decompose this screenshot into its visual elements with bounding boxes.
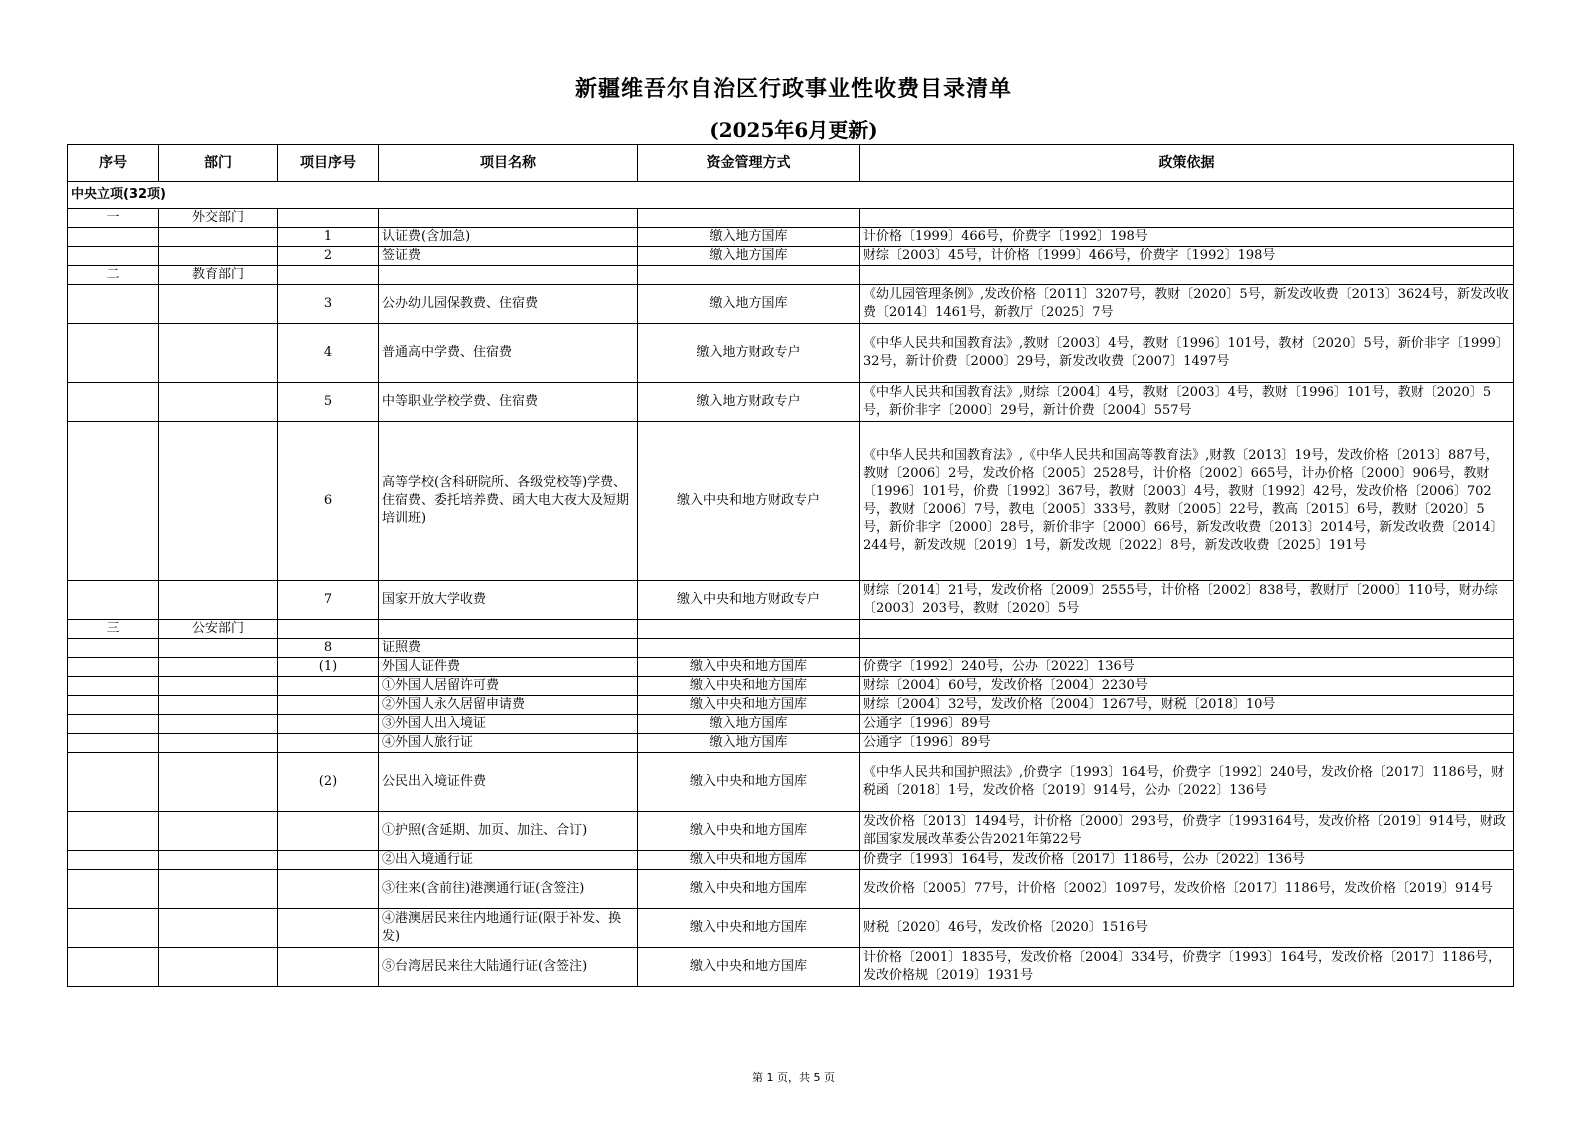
item-name-cell: 证照费 [379, 639, 638, 658]
dept-cell [159, 715, 278, 734]
item-name-cell: 外国人证件费 [379, 658, 638, 677]
seq-cell [68, 677, 159, 696]
table-row [68, 620, 1514, 639]
seq-cell [68, 247, 159, 266]
dept-cell [159, 677, 278, 696]
dept-cell [159, 228, 278, 247]
seq-cell: 三 [68, 620, 159, 639]
fund-management-cell: 缴入地方国库 [638, 715, 860, 734]
item-no-cell: 2 [278, 247, 379, 266]
seq-cell [68, 285, 159, 324]
seq-cell [68, 812, 159, 851]
item-no-cell: 3 [278, 285, 379, 324]
item-no-cell [278, 734, 379, 753]
item-name-cell: ③外国人出入境证 [379, 715, 638, 734]
policy-basis-cell: 财综〔2014〕21号，发改价格〔2009〕2555号，计价格〔2002〕838号，教财厅〔2000〕110号，财办综〔2003〕203号，教财〔2020〕5号 [860, 581, 1514, 620]
policy-basis-cell [860, 209, 1514, 228]
item-name-cell: 普通高中学费、住宿费 [379, 324, 638, 383]
policy-basis-cell: 公通字〔1996〕89号 [860, 734, 1514, 753]
fund-management-cell [638, 209, 860, 228]
seq-cell [68, 948, 159, 987]
policy-basis-cell: 财税〔2020〕46号，发改价格〔2020〕1516号 [860, 909, 1514, 948]
fund-management-cell: 缴入中央和地方财政专户 [638, 422, 860, 581]
policy-basis-cell: 《中华人民共和国教育法》,《中华人民共和国高等教育法》,财教〔2013〕19号，发改价格〔2013〕887号，教财〔2006〕2号，发改价格〔2005〕2528号，计价格〔2002〕665号，计办价格〔2000〕906号，教财〔1996〕101号，价费〔1992〕367号，教财〔2003〕4号，教财〔1992〕42号，发改价格〔2006〕702号，教财〔2006〕7号，教电〔2005〕333号，教财〔2005〕22号，教高〔2015〕6号，教财〔2020〕5号，新价非字〔2000〕28号，新价非字〔2000〕66号，新发改收费〔2013〕2014号，新发改收费〔2014〕244号，新发改规〔2019〕1号，新发改规〔2022〕8号，新发改收费〔2025〕191号 [860, 422, 1514, 581]
table-row [68, 851, 1514, 870]
seq-cell [68, 696, 159, 715]
table-row [68, 658, 1514, 677]
table-row [68, 285, 1514, 324]
item-no-cell: 8 [278, 639, 379, 658]
fund-management-cell: 缴入中央和地方国库 [638, 677, 860, 696]
item-name-cell: ①护照(含延期、加页、加注、合订) [379, 812, 638, 851]
table-row [68, 734, 1514, 753]
item-name-cell: 公办幼儿园保教费、住宿费 [379, 285, 638, 324]
item-name-cell: 签证费 [379, 247, 638, 266]
dept-cell [159, 639, 278, 658]
dept-cell [159, 422, 278, 581]
table-row [68, 247, 1514, 266]
policy-basis-cell: 财综〔2003〕45号，计价格〔1999〕466号，价费字〔1992〕198号 [860, 247, 1514, 266]
item-name-cell: ②外国人永久居留申请费 [379, 696, 638, 715]
item-no-cell [278, 715, 379, 734]
document-title: 新疆维吾尔自治区行政事业性收费目录清单 [574, 76, 1012, 102]
item-no-cell [278, 677, 379, 696]
header-item-name: 项目名称 [379, 145, 638, 182]
policy-basis-cell: 发改价格〔2005〕77号，计价格〔2002〕1097号，发改价格〔2017〕1186号，发改价格〔2019〕914号 [860, 870, 1514, 909]
policy-basis-cell [860, 639, 1514, 658]
dept-cell [159, 870, 278, 909]
item-no-cell [278, 870, 379, 909]
dept-cell [159, 851, 278, 870]
header-policy-basis: 政策依据 [860, 145, 1514, 182]
item-name-cell: ①外国人居留许可费 [379, 677, 638, 696]
dept-cell [159, 909, 278, 948]
seq-cell [68, 870, 159, 909]
fee-table [67, 144, 1514, 987]
dept-cell [159, 753, 278, 812]
header-fund-management: 资金管理方式 [638, 145, 860, 182]
seq-cell [68, 734, 159, 753]
fund-management-cell: 缴入地方财政专户 [638, 324, 860, 383]
policy-basis-cell: 《中华人民共和国护照法》,价费字〔1993〕164号，价费字〔1992〕240号，发改价格〔2017〕1186号，财税函〔2018〕1号，发改价格〔2019〕914号，公办〔2022〕136号 [860, 753, 1514, 812]
dept-cell [159, 247, 278, 266]
fund-management-cell: 缴入地方国库 [638, 247, 860, 266]
policy-basis-cell [860, 620, 1514, 639]
item-name-cell: 国家开放大学收费 [379, 581, 638, 620]
item-name-cell: 公民出入境证件费 [379, 753, 638, 812]
fund-management-cell: 缴入中央和地方国库 [638, 812, 860, 851]
item-no-cell: 5 [278, 383, 379, 422]
header-item-no: 项目序号 [278, 145, 379, 182]
table-row [68, 753, 1514, 812]
table-row [68, 422, 1514, 581]
dept-cell [159, 948, 278, 987]
item-name-cell: ④港澳居民来往内地通行证(限于补发、换发) [379, 909, 638, 948]
seq-cell: 二 [68, 266, 159, 285]
table-row [68, 228, 1514, 247]
page-footer: 第 1 页，共 5 页 [752, 1071, 835, 1084]
policy-basis-cell: 公通字〔1996〕89号 [860, 715, 1514, 734]
item-name-cell: ②出入境通行证 [379, 851, 638, 870]
table-row [68, 639, 1514, 658]
item-no-cell [278, 209, 379, 228]
table-row [68, 581, 1514, 620]
policy-basis-cell: 财综〔2004〕32号，发改价格〔2004〕1267号，财税〔2018〕10号 [860, 696, 1514, 715]
table-row [68, 715, 1514, 734]
header-seq: 序号 [68, 145, 159, 182]
fund-management-cell: 缴入中央和地方国库 [638, 948, 860, 987]
header-dept: 部门 [159, 145, 278, 182]
seq-cell [68, 422, 159, 581]
dept-cell [159, 812, 278, 851]
document-subtitle: (2025年6月更新) [709, 118, 878, 142]
item-name-cell: ⑤台湾居民来往大陆通行证(含签注) [379, 948, 638, 987]
section-label: 中央立项(32项) [68, 182, 1514, 209]
seq-cell [68, 851, 159, 870]
fund-management-cell [638, 266, 860, 285]
table-row [68, 812, 1514, 851]
table-row [68, 696, 1514, 715]
seq-cell: 一 [68, 209, 159, 228]
policy-basis-cell: 价费字〔1993〕164号，发改价格〔2017〕1186号，公办〔2022〕136号 [860, 851, 1514, 870]
seq-cell [68, 909, 159, 948]
fund-management-cell: 缴入地方国库 [638, 228, 860, 247]
table-row [68, 209, 1514, 228]
fund-management-cell [638, 639, 860, 658]
seq-cell [68, 581, 159, 620]
dept-cell [159, 383, 278, 422]
item-no-cell [278, 851, 379, 870]
item-no-cell [278, 948, 379, 987]
table-row [68, 324, 1514, 383]
fund-management-cell: 缴入中央和地方国库 [638, 909, 860, 948]
item-no-cell: 7 [278, 581, 379, 620]
fund-management-cell: 缴入中央和地方财政专户 [638, 581, 860, 620]
item-name-cell: 中等职业学校学费、住宿费 [379, 383, 638, 422]
dept-cell: 教育部门 [159, 266, 278, 285]
dept-cell [159, 658, 278, 677]
item-no-cell [278, 696, 379, 715]
item-no-cell: 4 [278, 324, 379, 383]
fund-management-cell: 缴入地方国库 [638, 734, 860, 753]
item-no-cell: (2) [278, 753, 379, 812]
section-row [68, 182, 1514, 209]
dept-cell [159, 324, 278, 383]
item-name-cell: ④外国人旅行证 [379, 734, 638, 753]
policy-basis-cell [860, 266, 1514, 285]
policy-basis-cell: 财综〔2004〕60号，发改价格〔2004〕2230号 [860, 677, 1514, 696]
policy-basis-cell: 《中华人民共和国教育法》,财综〔2004〕4号，教财〔2003〕4号，教财〔1996〕101号，教财〔2020〕5号，新价非字〔2000〕29号，新计价费〔2004〕557号 [860, 383, 1514, 422]
seq-cell [68, 639, 159, 658]
policy-basis-cell: 计价格〔2001〕1835号，发改价格〔2004〕334号，价费字〔1993〕164号，发改价格〔2017〕1186号，发改价格规〔2019〕1931号 [860, 948, 1514, 987]
fund-management-cell: 缴入中央和地方国库 [638, 753, 860, 812]
item-no-cell: 6 [278, 422, 379, 581]
item-name-cell: ③往来(含前往)港澳通行证(含签注) [379, 870, 638, 909]
policy-basis-cell: 《幼儿园管理条例》,发改价格〔2011〕3207号，教财〔2020〕5号，新发改收费〔2013〕3624号，新发改收费〔2014〕1461号，新教厅〔2025〕7号 [860, 285, 1514, 324]
table-row [68, 948, 1514, 987]
dept-cell [159, 581, 278, 620]
policy-basis-cell: 《中华人民共和国教育法》,教财〔2003〕4号，教财〔1996〕101号，教材〔2020〕5号，新价非字〔1999〕32号，新计价费〔2000〕29号，新发改收费〔2007〕1497号 [860, 324, 1514, 383]
item-no-cell: 1 [278, 228, 379, 247]
fund-management-cell: 缴入中央和地方国库 [638, 851, 860, 870]
item-name-cell: 认证费(含加急) [379, 228, 638, 247]
seq-cell [68, 324, 159, 383]
table-row [68, 677, 1514, 696]
table-row [68, 383, 1514, 422]
fund-management-cell: 缴入中央和地方国库 [638, 870, 860, 909]
dept-cell [159, 285, 278, 324]
item-name-cell [379, 209, 638, 228]
item-name-cell: 高等学校(含科研院所、各级党校等)学费、住宿费、委托培养费、函大电大夜大及短期培训班) [379, 422, 638, 581]
table-row [68, 909, 1514, 948]
item-no-cell [278, 266, 379, 285]
fund-management-cell: 缴入地方国库 [638, 285, 860, 324]
seq-cell [68, 228, 159, 247]
item-name-cell [379, 620, 638, 639]
seq-cell [68, 753, 159, 812]
item-no-cell: (1) [278, 658, 379, 677]
fund-management-cell: 缴入中央和地方国库 [638, 658, 860, 677]
dept-cell [159, 734, 278, 753]
seq-cell [68, 658, 159, 677]
table-row [68, 266, 1514, 285]
policy-basis-cell: 发改价格〔2013〕1494号，计价格〔2000〕293号，价费字〔1993164号，发改价格〔2019〕914号，财政部国家发展改革委公告2021年第22号 [860, 812, 1514, 851]
item-no-cell [278, 909, 379, 948]
item-no-cell [278, 812, 379, 851]
table-header-row [68, 145, 1514, 182]
dept-cell [159, 696, 278, 715]
item-no-cell [278, 620, 379, 639]
fund-management-cell: 缴入中央和地方国库 [638, 696, 860, 715]
item-name-cell [379, 266, 638, 285]
fund-management-cell [638, 620, 860, 639]
dept-cell: 外交部门 [159, 209, 278, 228]
dept-cell: 公安部门 [159, 620, 278, 639]
policy-basis-cell: 价费字〔1992〕240号，公办〔2022〕136号 [860, 658, 1514, 677]
table-row [68, 870, 1514, 909]
fund-management-cell: 缴入地方财政专户 [638, 383, 860, 422]
seq-cell [68, 383, 159, 422]
policy-basis-cell: 计价格〔1999〕466号，价费字〔1992〕198号 [860, 228, 1514, 247]
seq-cell [68, 715, 159, 734]
